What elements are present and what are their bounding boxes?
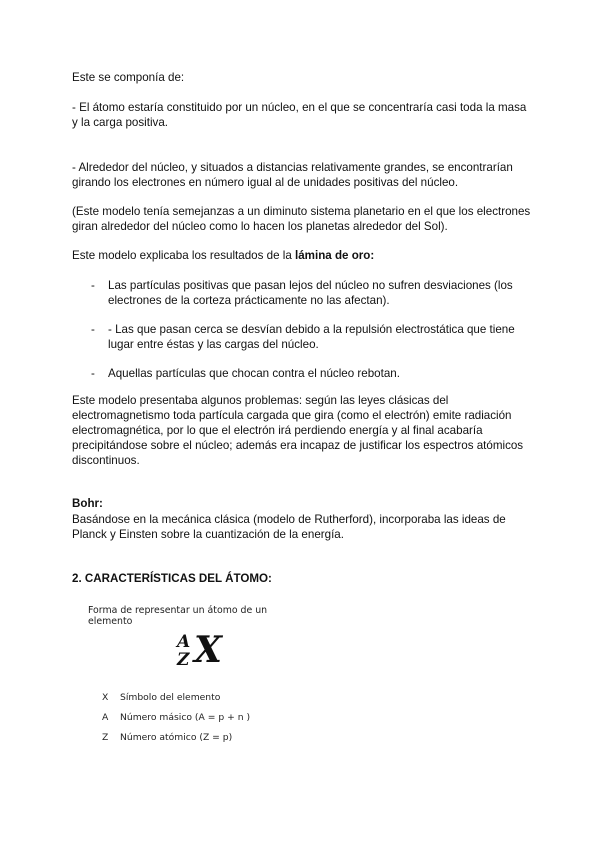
bohr-title: Bohr:	[72, 497, 103, 510]
list-dash: -	[91, 323, 95, 336]
list-dash: -	[91, 279, 95, 292]
bohr-paragraph: Basándose en la mecánica clásica (modelo de Rutherford), incorporaba las ideas de Planck y Einsten sobre la cuantización de la energía.	[72, 513, 506, 541]
legend-text: Número atómico (Z = p)	[120, 732, 233, 743]
planetary-paragraph: (Este modelo tenía semejanzas a un diminuto sistema planetario en el que los electrones giran alrededor del núcleo como lo hacen los planetas alrededor del Sol).	[72, 205, 531, 233]
gold-foil-prefix: Este modelo explicaba los resultados de la	[72, 249, 295, 262]
legend-row	[102, 732, 232, 743]
list-item-text: Las partículas positivas que pasan lejos del núcleo no sufren desviaciones (los electrones de la corteza prácticamente no las afectan).	[108, 279, 513, 307]
intro-line: Este se componía de:	[72, 71, 185, 84]
electrons-paragraph: - Alrededor del núcleo, y situados a distancias relativamente grandes, se encontrarían girando los electrones en número igual al de unidades positivas del núcleo.	[72, 161, 513, 189]
legend-row	[102, 692, 220, 703]
figure-caption: Forma de representar un átomo de un elemento	[88, 605, 268, 627]
list-item	[91, 322, 531, 352]
list-item-text: - Las que pasan cerca se desvían debido a la repulsión electrostática que tiene lugar entre éstas y las cargas del núcleo.	[108, 323, 515, 351]
mass-number-symbol: A	[177, 632, 191, 652]
gold-foil-bold: lámina de oro:	[295, 249, 375, 262]
element-symbol: X	[194, 629, 222, 671]
legend-row	[102, 712, 250, 723]
nuclide-notation	[174, 630, 244, 680]
section-heading: 2. CARACTERÍSTICAS DEL ÁTOMO:	[72, 572, 272, 585]
legend-symbol: Z	[102, 732, 109, 743]
atom-notation-figure	[84, 605, 314, 755]
list-item-text: Aquellas partículas que chocan contra el núcleo rebotan.	[108, 367, 400, 380]
problems-paragraph: Este modelo presentaba algunos problemas: según las leyes clásicas del electromagnetismo toda partícula cargada que gira (como el electrón) emite radiación electromagnética, por lo que el electrón irá perdiendo energía y al final acabaría precipitándose sobre el núcleo; además era incapaz de justificar los espectros atómicos discontinuos.	[72, 394, 524, 467]
list-item	[91, 278, 531, 308]
list-item	[91, 366, 531, 381]
nucleus-paragraph: - El átomo estaría constituido por un núcleo, en el que se concentraría casi toda la masa y la carga positiva.	[72, 101, 527, 129]
legend-text: Número másico (A = p + n )	[120, 712, 251, 723]
list-dash: -	[91, 367, 95, 380]
legend-symbol: A	[102, 712, 109, 723]
legend-symbol: X	[102, 692, 109, 703]
legend-text: Símbolo del elemento	[120, 692, 221, 703]
gold-foil-paragraph	[72, 248, 532, 263]
atomic-number-symbol: Z	[177, 650, 190, 670]
